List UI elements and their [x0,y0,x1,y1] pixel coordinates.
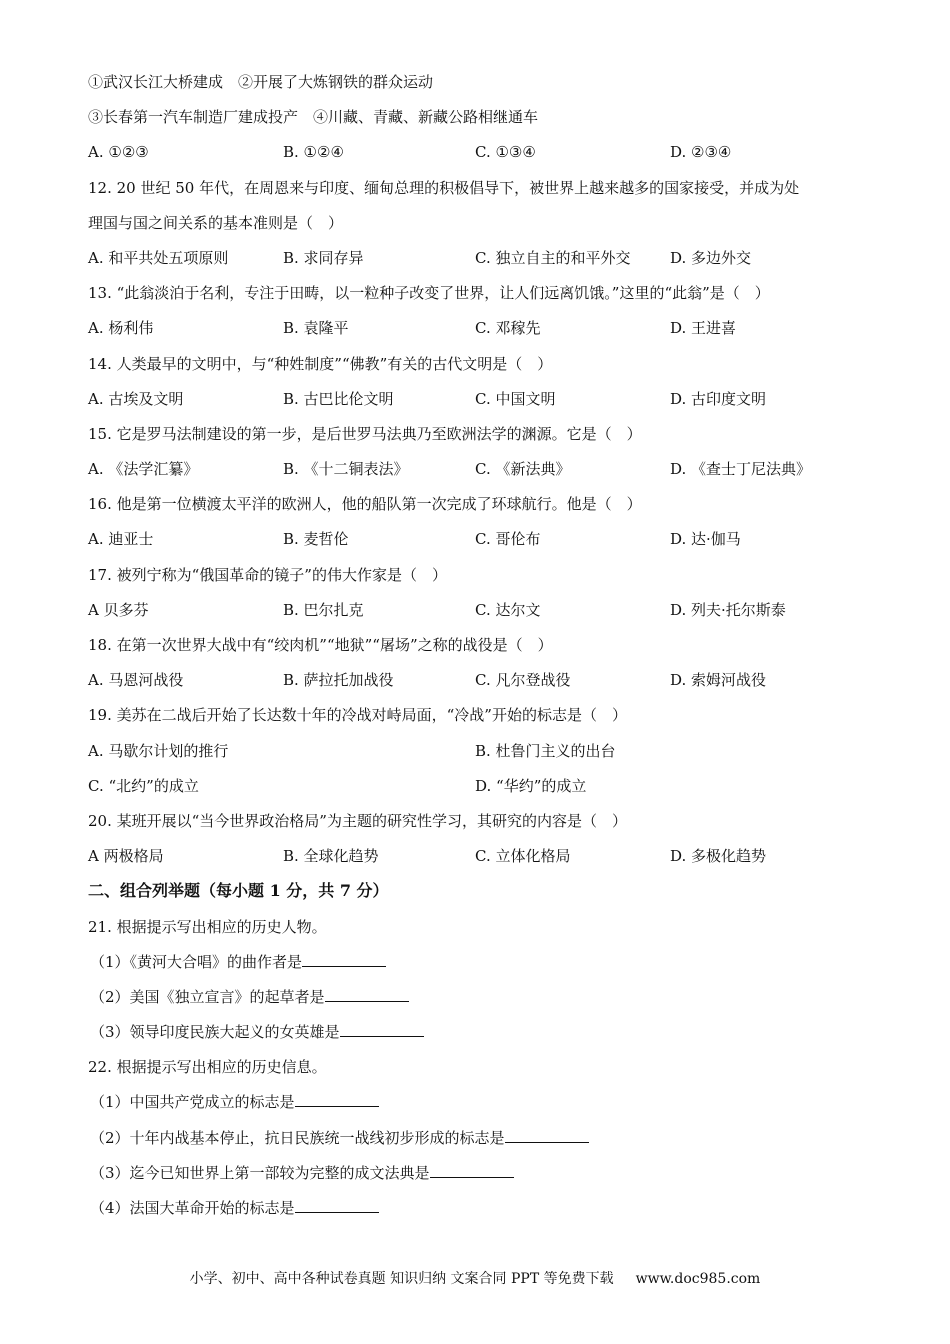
option-a: A. 杨利伟 [88,319,154,338]
option-c: C. “北约”的成立 [88,776,199,795]
q19-options-row2 [88,776,878,811]
option-a: A 贝多芬 [88,600,149,619]
answer-blank[interactable] [295,1198,379,1213]
q21-item-1-text: （1）《黄河大合唱》的曲作者是 [90,952,303,971]
option-c: C. 《新法典》 [475,460,571,479]
answer-blank[interactable] [325,987,409,1002]
q13-options [88,318,878,353]
q18-options [88,670,878,705]
q14-options [88,389,878,424]
option-a: A. 马恩河战役 [88,671,184,690]
page-footer [0,1268,950,1288]
option-b: B. 袁隆平 [283,319,349,338]
question-20-stem: 20. 某班开展以“当今世界政治格局”为主题的研究性学习，其研究的内容是（ ） [88,811,627,830]
option-a: A. 迪亚士 [88,530,154,549]
q20-options [88,846,878,881]
question-18-stem: 18. 在第一次世界大战中有“绞肉机”“地狱”“屠场”之称的战役是（ ） [88,636,553,654]
option-d: D. 王进喜 [670,319,737,338]
question-16-stem: 16. 他是第一位横渡太平洋的欧洲人，他的船队第一次完成了环球航行。他是（ ） [88,495,642,514]
option-a: A. 古埃及文明 [88,389,184,408]
footer-url[interactable]: www.doc985.com [635,1271,761,1287]
q22-item-4 [88,1198,878,1233]
q15-options [88,459,878,494]
q19-options-row1 [88,741,878,776]
option-d: D. 多边外交 [670,248,752,267]
q22-item-3-text: （3）迄今已知世界上第一部较为完整的成文法典是 [90,1163,430,1182]
option-c: C. 邓稼先 [475,319,541,338]
answer-blank[interactable] [430,1163,514,1178]
option-b: B. 全球化趋势 [283,847,379,866]
answer-blank[interactable] [295,1092,379,1107]
q12-options [88,248,878,283]
question-12-stem: 12. 20 世纪 50 年代，在周恩来与印度、缅甸总理的积极倡导下，被世界上越来越多的国家接受，并成为处 [88,178,800,197]
option-c: C. 哥伦布 [475,530,541,549]
q21-item-2-text: （2）美国《独立宣言》的起草者是 [90,987,325,1006]
question-13-stem: 13. “此翁淡泊于名利，专注于田畴，以一粒种子改变了世界，让人们远离饥饿。”这里的“此翁”是（ ） [88,284,770,303]
option-c: C. 达尔文 [475,600,541,619]
option-b: B. 麦哲伦 [283,530,349,549]
option-b: B. 萨拉托加战役 [283,671,394,690]
option-b: B. 求同存异 [283,248,364,267]
option-a: A. ①②③ [88,143,149,162]
answer-blank[interactable] [505,1128,589,1143]
q17-options [88,600,878,635]
question-12-stem-cont: 理国与国之间关系的基本准则是（ ） [88,213,344,232]
option-b: B. ①②④ [283,143,344,162]
question-15-stem: 15. 它是罗马法制建设的第一步，是后世罗马法典乃至欧洲法学的渊源。它是（ ） [88,424,642,443]
option-b: B. 古巴比伦文明 [283,389,394,408]
section-2-heading: 二、组合列举题（每小题 1 分，共 7 分） [88,881,389,901]
option-d: D. “华约”的成立 [475,776,587,795]
option-a: A. 《法学汇纂》 [88,460,199,479]
option-d: D. 索姆河战役 [670,671,767,690]
option-b: B. 杜鲁门主义的出台 [475,741,616,760]
option-a: A 两极格局 [88,847,164,866]
q22-item-1-text: （1）中国共产党成立的标志是 [90,1093,295,1112]
option-d: D. 多极化趋势 [670,847,767,866]
q21-item-3 [88,1022,878,1057]
option-c: C. 立体化格局 [475,847,571,866]
option-c: C. 中国文明 [475,389,556,408]
answer-blank[interactable] [302,952,386,967]
answer-blank[interactable] [340,1022,424,1037]
q22-item-1 [88,1092,878,1127]
exam-page [88,72,878,1233]
question-21-stem: 21. 根据提示写出相应的历史人物。 [88,917,327,936]
option-c: C. 独立自主的和平外交 [475,248,631,267]
item-line-1: ①武汉长江大桥建成 ②开展了大炼钢铁的群众运动 [88,73,434,91]
option-b: B. 巴尔扎克 [283,600,364,619]
option-d: D. 达·伽马 [670,530,741,549]
question-19-stem: 19. 美苏在二战后开始了长达数十年的冷战对峙局面，“冷战”开始的标志是（ ） [88,706,627,725]
question-22-stem: 22. 根据提示写出相应的历史信息。 [88,1058,327,1077]
footer-text: 小学、初中、高中各种试卷真题 知识归纳 文案合同 PPT 等免费下载 [189,1271,614,1287]
q16-options [88,529,878,564]
question-17-stem: 17. 被列宁称为“俄国革命的镜子”的伟大作家是（ ） [88,565,447,584]
option-d: D. 古印度文明 [670,389,767,408]
question-14-stem: 14. 人类最早的文明中，与“种姓制度”“佛教”有关的古代文明是（ ） [88,354,553,373]
q22-item-3 [88,1163,878,1198]
option-b: B. 《十二铜表法》 [283,460,409,479]
item-line-2: ③长春第一汽车制造厂建成投产 ④川藏、青藏、新藏公路相继通车 [88,108,539,127]
option-d: D. ②③④ [670,143,732,162]
q22-item-2-text: （2）十年内战基本停止，抗日民族统一战线初步形成的标志是 [90,1128,505,1147]
q22-item-4-text: （4）法国大革命开始的标志是 [90,1199,295,1217]
q11-options [88,142,878,177]
q21-item-3-text: （3）领导印度民族大起义的女英雄是 [90,1023,340,1042]
option-c: C. 凡尔登战役 [475,671,571,690]
option-a: A. 马歇尔计划的推行 [88,741,229,760]
option-d: D. 《查士丁尼法典》 [670,460,812,479]
option-c: C. ①③④ [475,143,536,162]
option-a: A. 和平共处五项原则 [88,248,229,267]
q22-item-2 [88,1128,878,1163]
option-d: D. 列夫·托尔斯泰 [670,600,786,619]
q21-item-2 [88,987,878,1022]
q21-item-1 [88,952,878,987]
